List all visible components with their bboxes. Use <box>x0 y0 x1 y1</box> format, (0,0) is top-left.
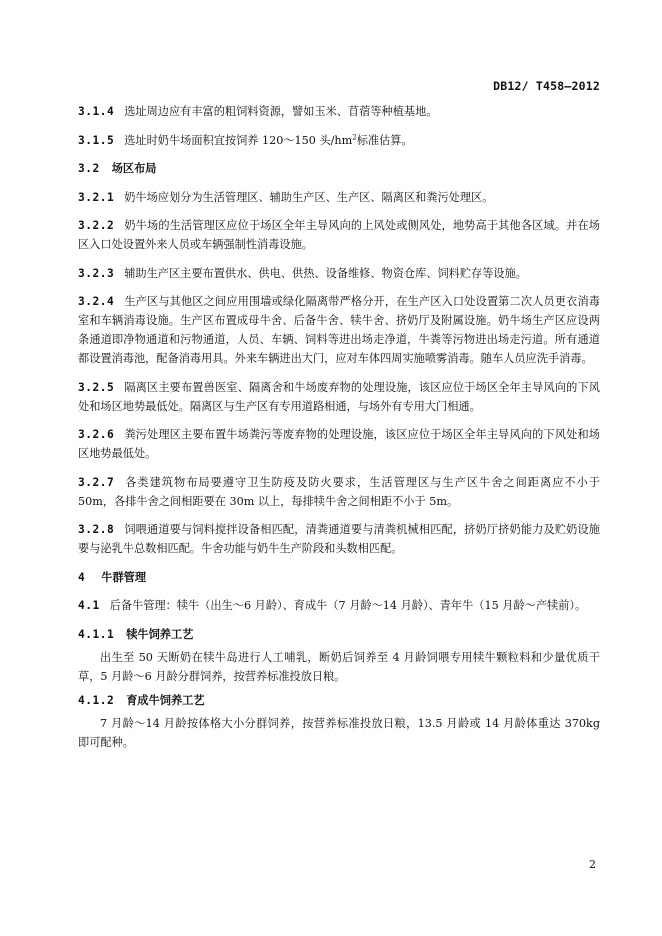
clause-text: 各类建筑物布局要遵守卫生防疫及防火要求，生活管理区与生产区牛舍之间距离应不小于 50m，各排牛舍之间相距要在 30m 以上，每排犊牛舍之间相距不小于 5m。 <box>78 475 600 508</box>
clause-3-2-4 <box>78 292 600 368</box>
clause-text: 选址周边应有丰富的粗饲料资源，譬如玉米、苜蓿等种植基地。 <box>124 105 438 118</box>
clause-text: 奶牛场应划分为生活管理区、辅助生产区、生产区、隔离区和粪污处理区。 <box>124 190 494 204</box>
clause-number: 3.2.8 <box>78 523 115 536</box>
superscript: 2 <box>352 132 357 141</box>
section-heading-3-2 <box>78 159 600 178</box>
clause-text: 粪污处理区主要布置牛场粪污等废弃物的处理设施，该区应位于场区全年主导风向的下风处和场区地势最低处。 <box>78 428 600 460</box>
clause-3-2-2 <box>78 216 600 254</box>
clause-number: 3.1.5 <box>78 133 115 147</box>
clause-4-1 <box>78 596 600 615</box>
section-heading-4-1-1 <box>78 625 600 644</box>
section-heading-4-1-2 <box>78 691 600 710</box>
clause-3-2-8 <box>78 520 600 558</box>
section-title: 牛群管理 <box>101 569 147 584</box>
clause-text: 隔离区主要布置兽医室、隔离舍和牛场废弃物的处理设施，该区应位于场区全年主导风向的下风处和场区地势最低处。隔离区与生产区有专用道路相通，与场外有专用大门相通。 <box>78 380 600 413</box>
clause-3-1-4 <box>78 102 600 121</box>
clause-number: 3.2.6 <box>78 428 115 441</box>
clause-number: 3.2.7 <box>78 475 115 489</box>
clause-number: 4.1 <box>78 599 100 612</box>
clause-3-1-5 <box>78 131 600 150</box>
clause-text: 生产区与其他区之间应用围墙或绿化隔离带严格分开，在生产区入口处设置第二次人员更衣消毒室和车辆消毒设施。生产区布置成母牛舍、后备牛舍、犊牛舍、挤奶厅及附属设施。奶牛场生产区应设两条通道即净物通道和污物通道，人员、车辆、饲料等进出场走净道，牛粪等污物进出场走污道。所有通道都设置消毒池，配备消毒用具。外来车辆进出大门，应对车体四周实施喷雾消毒。随车人员应洗手消毒。 <box>78 295 600 365</box>
clause-3-2-3 <box>78 264 600 283</box>
section-title: 犊牛饲养工艺 <box>126 626 194 641</box>
document-body <box>78 102 600 757</box>
clause-text: 辅助生产区主要布置供水、供电、供热、设备维修、物资仓库、饲料贮存等设施。 <box>124 266 527 280</box>
clause-number: 3.2.1 <box>78 190 115 204</box>
clause-3-2-6 <box>78 425 600 463</box>
clause-text-start: 选址时奶牛场面积宜按饲养 120～150 头/hm <box>124 133 353 147</box>
clause-text: 后备牛管理：犊牛（出生～6 月龄）、育成牛（7 月龄～14 月龄）、青年牛（15 月龄～产犊前）。 <box>109 599 587 612</box>
clause-number: 3.2.3 <box>78 266 115 280</box>
paragraph-4-1-1: 出生至 50 天断奶在犊牛岛进行人工哺乳，断奶后饲养至 4 月龄饲喂专用犊牛颗粒料和少量优质干草，5 月龄～6 月龄分群饲养，按营养标准投放日粮。 <box>78 650 600 683</box>
section-title: 场区布局 <box>111 161 157 175</box>
clause-number: 3.2.4 <box>78 295 115 308</box>
standard-code: DB12/ T458—2012 <box>493 79 600 93</box>
page-number: 2 <box>589 858 596 871</box>
clause-text: 饲喂通道要与饲料搅拌设备相匹配，清粪通道要与清粪机械相匹配，挤奶厅挤奶能力及贮奶设施要与泌乳牛总数相匹配。牛舍功能与奶牛生产阶段和头数相匹配。 <box>78 523 600 555</box>
paragraph-4-1-2: 7 月龄～14 月龄按体格大小分群饲养，按营养标准投放日粮，13.5 月龄或 14 月龄体重达 370kg 即可配种。 <box>78 716 600 749</box>
section-number: 4.1.1 <box>78 627 115 641</box>
clause-3-2-5 <box>78 378 600 416</box>
clause-text-end: 标准估算。 <box>356 133 413 147</box>
clause-3-2-1 <box>78 188 600 207</box>
clause-number: 3.2.2 <box>78 219 115 232</box>
section-number: 4.1.2 <box>78 693 115 707</box>
clause-text: 奶牛场的生活管理区应位于场区全年主导风向的上风处或侧风处，地势高于其他各区域。并在场区入口处设置外来人员或车辆强制性消毒设施。 <box>78 219 600 251</box>
section-heading-4 <box>78 568 600 587</box>
section-title: 育成牛饲养工艺 <box>126 692 205 707</box>
section-number: 4 <box>78 570 86 584</box>
clause-number: 3.2.5 <box>78 380 115 394</box>
section-number: 3.2 <box>78 162 100 175</box>
clause-number: 3.1.4 <box>78 105 115 118</box>
clause-3-2-7 <box>78 473 600 511</box>
